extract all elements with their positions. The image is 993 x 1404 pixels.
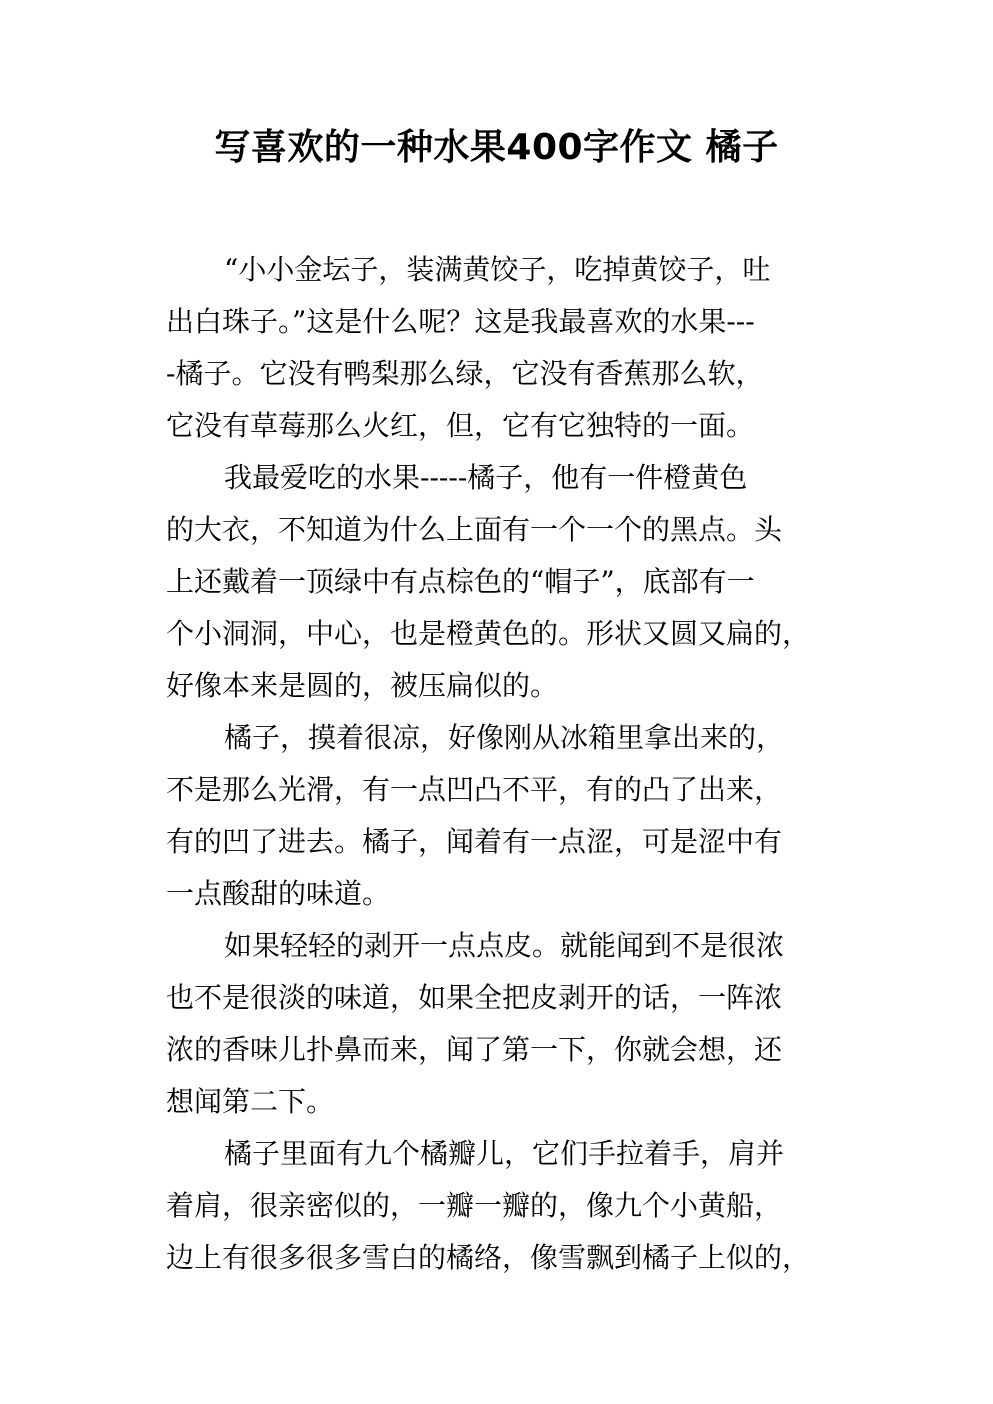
text-line: 我最爱吃的水果-----橘子，他有一件橙黄色 — [224, 461, 748, 494]
paragraph-4 — [166, 920, 856, 1128]
text-line: 它没有草莓那么火红，但，它有它独特的一面。 — [166, 409, 755, 442]
text-line: 上还戴着一顶绿中有点棕色的“帽子”，底部有一 — [166, 565, 755, 598]
text-line: 橘子里面有九个橘瓣儿，它们手拉着手，肩并 — [224, 1137, 785, 1170]
text-line: 橘子，摸着很凉，好像刚从冰箱里拿出来的， — [224, 721, 785, 754]
paragraph-5 — [166, 1128, 856, 1284]
text-line: 想闻第二下。 — [166, 1085, 335, 1118]
text-line: “小小金坛子，装满黄饺子，吃掉黄饺子，吐 — [224, 253, 771, 286]
text-line: 一点酸甜的味道。 — [166, 877, 391, 910]
text-line: 也不是很淡的味道，如果全把皮剥开的话，一阵浓 — [166, 981, 783, 1014]
text-line: 有的凹了进去。橘子，闻着有一点涩，可是涩中有 — [166, 825, 783, 858]
paragraph-3 — [166, 712, 856, 920]
text-line: 出白珠子。”这是什么呢？这是我最喜欢的水果--- — [166, 305, 755, 338]
text-line: -橘子。它没有鸭梨那么绿，它没有香蕉那么软， — [166, 357, 764, 390]
text-line: 着肩，很亲密似的，一瓣一瓣的，像九个小黄船， — [166, 1189, 783, 1222]
text-line: 不是那么光滑，有一点凹凸不平，有的凸了出来， — [166, 773, 783, 806]
text-line: 如果轻轻的剥开一点点皮。就能闻到不是很浓 — [224, 929, 785, 962]
text-line: 个小洞洞，中心，也是橙黄色的。形状又圆又扁的， — [166, 617, 811, 650]
document-title: 写喜欢的一种水果400字作文 橘子 — [214, 127, 779, 168]
text-line: 好像本来是圆的，被压扁似的。 — [166, 669, 559, 702]
paragraph-2 — [166, 452, 856, 712]
paragraph-1 — [166, 244, 856, 452]
text-line: 边上有很多很多雪白的橘络，像雪飘到橘子上似的， — [166, 1241, 811, 1274]
text-line: 的大衣，不知道为什么上面有一个一个的黑点。头 — [166, 513, 783, 546]
document-body — [166, 244, 856, 1284]
text-line: 浓的香味儿扑鼻而来，闻了第一下，你就会想，还 — [166, 1033, 783, 1066]
